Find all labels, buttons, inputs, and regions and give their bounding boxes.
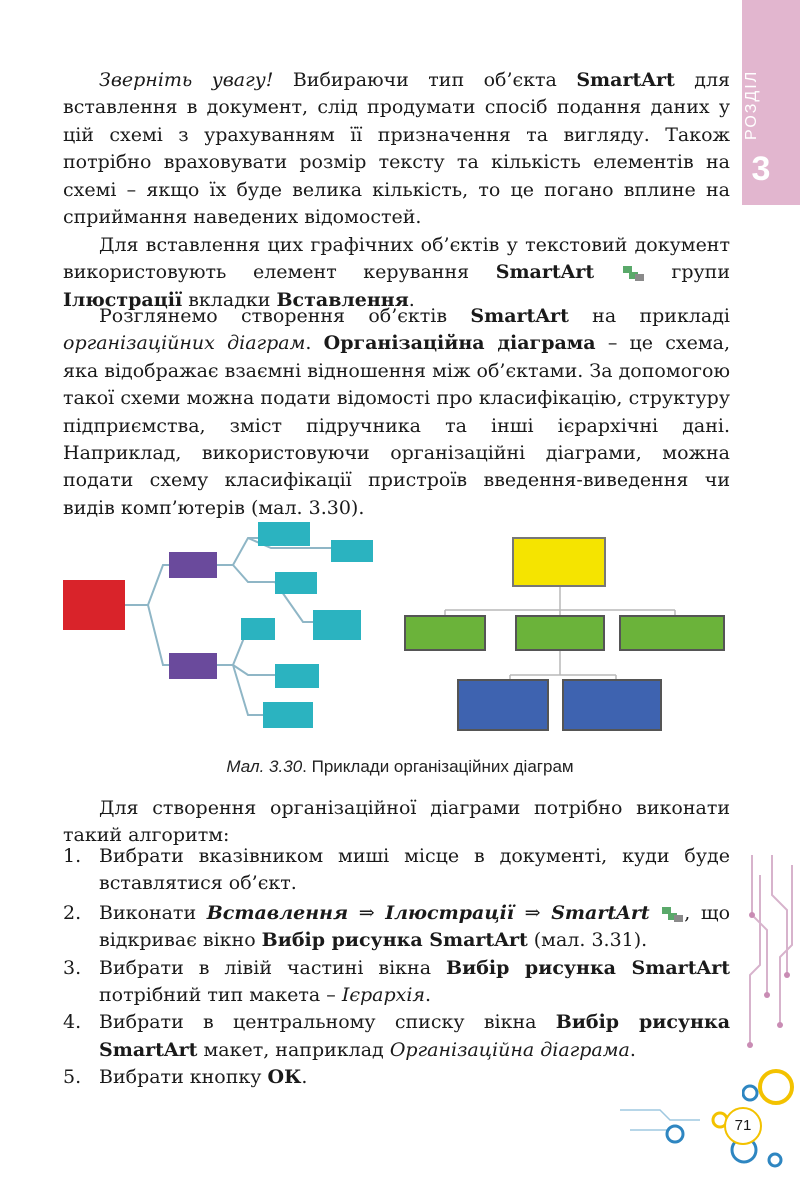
tree-node: [241, 618, 275, 640]
tree-node: [263, 702, 313, 728]
tree-node: [169, 653, 217, 679]
tree-node: [331, 540, 373, 562]
org-chart-figure: [63, 510, 730, 745]
list-item: 4. Вибрати в центральному списку вікна Вибір рисунка SmartArt макет, наприклад Організаційна діаграма.: [63, 1011, 731, 1061]
tree-node: [313, 610, 361, 640]
tree-node: [169, 552, 217, 578]
tree-node: [258, 522, 310, 546]
chapter-tab-label: РОЗДІЛ: [743, 69, 760, 140]
hierarchy-node: [620, 616, 724, 650]
tree-diagram: [123, 538, 331, 715]
hierarchy-top-node: [513, 538, 605, 586]
hierarchy-node: [458, 680, 548, 730]
gear-icon: [769, 1154, 781, 1166]
list-item: 1. Вибрати вказівником миші місце в документі, куди буде вставлятися об’єкт.: [63, 845, 730, 895]
paragraph-org-chart: Розглянемо створення об’єктів SmartArt на прикладі організаційних діаграм. Організаційна діаграма – це схема, яка відображає взаємні відношення між об’єктами. За допомогою такої схеми можна подати відомості про класифікацію, структуру підприємства, зміст підручника та інші ієрархічні дані. Наприклад, використовуючи організаційні діаграми, можна подати схему класифікації пристроїв введення-виведення чи видів комп’ютерів (мал. 3.30).: [63, 305, 730, 519]
paragraph-algorithm: Для створення організаційної діаграми потрібно виконати такий алгоритм:: [63, 797, 730, 847]
tree-node: [275, 664, 319, 688]
steps-list: [63, 843, 730, 1092]
paragraph-insert: Для вставлення цих графічних об’єктів у текстовий документ використовують елемент керування SmartArt групи Ілюстрації вкладки Вставлення.: [63, 234, 731, 311]
list-item: 3. Вибрати в лівій частині вікна Вибір рисунка SmartArt потрібний тип макета – Ієрархія.: [63, 956, 730, 1007]
circuit-decoration: [742, 855, 800, 1105]
paragraph-attention: Зверніть увагу! Вибираючи тип об’єкта SmartArt для вставлення в документ, слід продумати спосіб подання даних у цій схемі з урахуванням її призначення та вигляду. Також потрібно враховувати розмір тексту та кількість елементів на схемі – якщо їх буде велика кількість, то це погано вплине на сприймання наведених відомостей.: [63, 69, 730, 229]
attention-emphasis: Зверніть увагу!: [99, 69, 274, 91]
chapter-tab-number: 3: [751, 150, 771, 188]
figure-caption: Мал. 3.30. Приклади організаційних діаграм: [226, 757, 574, 776]
smartart-icon: [660, 904, 684, 924]
hierarchy-node: [405, 616, 485, 650]
page-number: 71: [724, 1107, 762, 1145]
smartart-icon: [621, 263, 645, 283]
gear-decoration: [620, 1090, 800, 1180]
gear-icon: [667, 1126, 683, 1142]
hierarchy-node: [516, 616, 604, 650]
tree-node: [275, 572, 317, 594]
hierarchy-node: [563, 680, 661, 730]
tree-root-node: [63, 580, 125, 630]
list-item: 2. Виконати Вставлення ⇒ Ілюстрації ⇒ SmartArt , що відкриває вікно Вибір рисунка SmartArt (мал. 3.31).: [63, 901, 731, 952]
list-item: 5. Вибрати кнопку ОК.: [63, 1066, 308, 1089]
